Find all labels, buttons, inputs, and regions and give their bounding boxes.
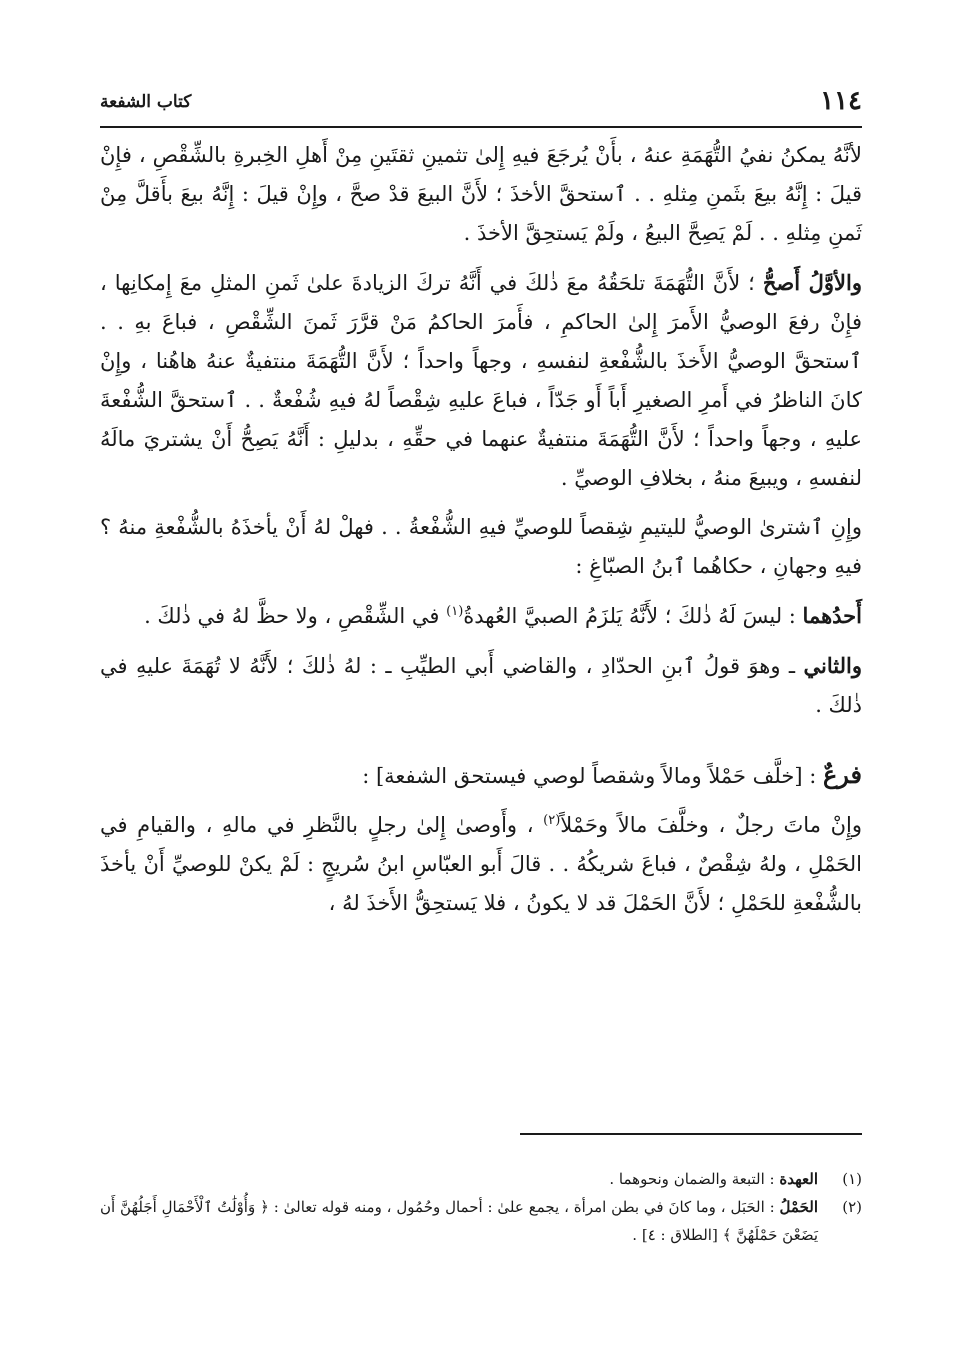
paragraph-text: وإِنِ ٱشترىٰ الوصيُّ لليتيمِ شِقصاً للوصيِّ فيهِ الشُّفْعةُ . . فهلْ لهُ أَنْ يأخذَهُ بالشُّفْعةِ منهُ ؟ فيهِ وجهانِ ، حكاهُما ٱبنُ الصبّاغِ : (100, 515, 862, 578)
paragraph-text: ؛ لأَنَّ التُّهَمَةَ تلحَقُهُ معَ ذٰلكَ في أَنَّهُ تركَ الزيادةَ علىٰ ثَمنِ المثلِ معَ إِمكانِها ، فإِنْ رفعَ الوصيُّ الأَمرَ إِلىٰ الحاكمِ ، فأَمرَ الحاكمُ مَنْ قرَّرَ ثَمنَ الشِّقْصِ ، فباعَ بهِ . . ٱستحقَّ الوصيُّ الأَخذَ بالشُّفْعةِ لنفسهِ ، وجهاً واحداً ؛ لأَنَّ التُّهَمَةَ منتفيةٌ عنهُ هاهُنا ، وإِنْ كانَ الناظرُ في أَمرِ الصغيرِ أَباً أَو جَدّاً ، فباعَ عليهِ شِقْصاً لهُ فيهِ شُفْعةٌ . . ٱستحقَّ الشُّفْعةَ عليهِ ، وجهاً واحداً ؛ لأَنَّ التُّهَمَةَ منتفيةٌ عنهما في حقِّهِ ، بدليلِ : أَنَّهُ يَصِحُّ أَنْ يشتريَ مالَهُ لنفسهِ ، ويبيعَ منهُ ، بخلافِ الوصيِّ . (100, 271, 862, 490)
footnote-ref-2[interactable]: (٢) (543, 813, 561, 828)
footnote-ref-1[interactable]: (١) (446, 604, 464, 619)
paragraph-text: وإِنْ ماتَ رجلٌ ، وخلَّفَ مالاً وحَمْلاً (560, 813, 862, 837)
paragraph-tail: في الشِّقْصِ ، ولا حظَّ لهُ في ذٰلكَ . (144, 604, 447, 628)
paragraph-2 (100, 263, 862, 498)
paragraph-5 (100, 646, 862, 725)
section-subheading (100, 755, 862, 796)
footnote-1 (100, 1165, 862, 1193)
footnote-2 (100, 1193, 862, 1249)
paragraph-text: لأنَّهُ يمكنُ نفيُ التُّهَمَةِ عنهُ ، بأَنْ يُرجَعَ فيهِ إِلىٰ تثمينِ ثقتَينِ مِنْ أَهلِ الخِبرةِ بالشِّقْصِ ، فإِنْ قيلَ : إِنَّهُ بيعَ بثَمنِ مِثلهِ . . ٱستحقَّ الأخذَ ؛ لأَنَّ البيعَ قدْ صحَّ ، وإِنْ قيلَ : إِنَّهُ بيعَ بأَقلَّ مِنْ ثَمنِ مِثلهِ . . لَمْ يَصِحَّ البيعُ ، ولَمْ يَستحِقَّ الأخذَ . (100, 143, 862, 245)
subheading-label: فرعٌ (822, 760, 862, 789)
paragraph-tail: ، وأَوصىٰ إِلىٰ رجلٍ بالنَّظرِ في مالهِ ، والقيامِ في الحَمْلِ ، ولهُ شِقْصٌ ، فباعَ شريكُهُ . . قالَ أَبو العبّاسِ ابنُ سُريجٍ : لَمْ يكنْ للوصيِّ أَنْ يأخذَ بالشُّفْعةِ للحَمْلِ ؛ لأَنَّ الحَمْلَ قد لا يكونُ ، فلا يَستحِقُّ الأَخذَ لهُ ، (100, 813, 862, 915)
page-header (100, 86, 862, 122)
footnote-number: (٢) (842, 1198, 862, 1216)
paragraph-text: : ليسَ لَهُ ذٰلكَ ؛ لأَنَّهُ يَلزَمُ الصبيَّ العُهدةُ (463, 604, 803, 628)
paragraph-lead: والثاني (803, 653, 862, 678)
paragraph-lead: أَحدُهما (802, 603, 862, 628)
paragraph-1 (100, 136, 862, 253)
running-title: كتاب الشفعة (100, 92, 192, 112)
footnote-text: : التبعة والضمان ونحوهما . (609, 1170, 780, 1188)
header-divider (100, 126, 862, 128)
footnote-text: : الحَبَل ، وما كانَ في بطن امرأة ، يجمع علىٰ : أحمال وحُمُول ، ومنه قوله تعالىٰ : ﴿ وَأُوْلَٰتُ ٱلْأَحْمَالِ أَجَلُهُنَّ أَن يَضَعْنَ حَمْلَهُنَّ ﴾ [الطلاق : ٤] . (100, 1198, 818, 1244)
footnote-term: العهدة (779, 1170, 818, 1188)
paragraph-6 (100, 806, 862, 923)
page-number: ١١٤ (820, 86, 862, 116)
footnotes (100, 1165, 862, 1249)
paragraph-text: ـ وهوَ قولُ ٱبنِ الحدّادِ ، والقاضي أَبي الطيِّبِ ـ : لهُ ذٰلكَ ؛ لأَنَّهُ لا تُهَمَةَ عليهِ في ذٰلكَ . (100, 654, 862, 717)
paragraph-lead: والأوَّلُ أَصحُّ (762, 270, 862, 295)
footnote-number: (١) (842, 1170, 862, 1188)
main-text (100, 136, 862, 933)
paragraph-3 (100, 508, 862, 586)
footnote-divider (520, 1133, 862, 1135)
subheading-text: : [خلَّف حَمْلاً ومالاً وشقصاً لوصي فيستحق الشفعة] : (362, 764, 823, 788)
footnote-term: الحَمْلُ (779, 1198, 818, 1216)
paragraph-4 (100, 596, 862, 636)
